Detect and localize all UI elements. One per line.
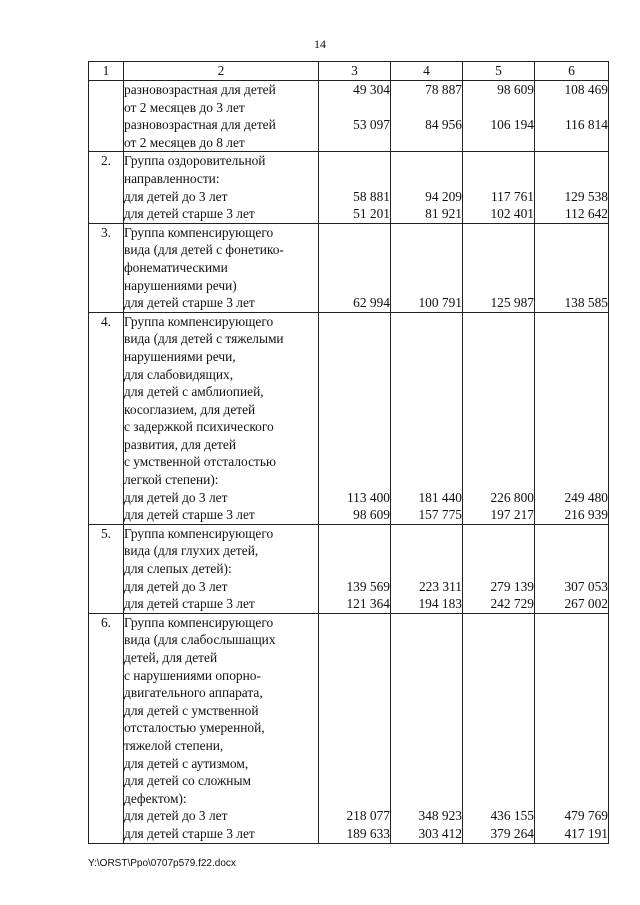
description-line: нарушениями речи, (124, 348, 236, 364)
value (319, 755, 390, 773)
value (463, 277, 534, 295)
value-cell (319, 223, 391, 312)
description-line: разновозрастная для детей (124, 117, 276, 133)
description-line: легкой степени): (124, 472, 219, 488)
value: 436 155 (490, 808, 534, 824)
value (463, 790, 534, 808)
value (391, 737, 462, 755)
value (391, 366, 462, 384)
value (463, 330, 534, 348)
column-header: 3 (319, 62, 391, 81)
value (535, 542, 608, 560)
row-description (124, 81, 319, 152)
value (463, 614, 534, 632)
value (463, 241, 534, 259)
column-header: 5 (463, 62, 535, 81)
value-cell (463, 312, 535, 524)
value (319, 401, 390, 419)
description-line: для слепых детей): (124, 561, 232, 577)
row-number: 6. (89, 613, 124, 843)
value: 51 201 (353, 206, 390, 222)
value (535, 170, 608, 188)
page-number: 14 (314, 37, 326, 51)
row-number: 5. (89, 524, 124, 613)
description-line: вида (для глухих детей, (124, 543, 259, 559)
value (319, 525, 390, 543)
description-line: для детей старше 3 лет (124, 596, 255, 612)
value (391, 667, 462, 685)
value (463, 134, 534, 152)
file-path: Y:\ORST\Ppo\0707p579.f22.docx (88, 858, 236, 869)
value: 197 217 (490, 507, 534, 523)
description-line: для детей до 3 лет (124, 489, 228, 505)
value (463, 737, 534, 755)
value (391, 453, 462, 471)
value (535, 436, 608, 454)
value: 379 264 (490, 825, 534, 841)
value-cell (535, 81, 609, 152)
value (391, 330, 462, 348)
value (535, 277, 608, 295)
value (463, 152, 534, 170)
description-line: для детей с амблиопией, (124, 384, 264, 400)
value: 58 881 (353, 188, 390, 204)
value (463, 542, 534, 560)
description-line: для детей до 3 лет (124, 578, 228, 594)
description-line: Группа компенсирующего (124, 525, 274, 541)
value (535, 134, 608, 152)
value (319, 99, 390, 117)
value (391, 313, 462, 331)
value (319, 383, 390, 401)
value: 194 183 (418, 596, 462, 612)
description-line: вида (для слабослышащих (124, 632, 276, 648)
value (391, 152, 462, 170)
value: 226 800 (490, 489, 534, 505)
value: 267 002 (564, 596, 608, 612)
value: 108 469 (564, 82, 608, 97)
value (535, 684, 608, 702)
row-number: 3. (89, 223, 124, 312)
value-cell (391, 312, 463, 524)
value (463, 772, 534, 790)
description-line: для детей до 3 лет (124, 188, 228, 204)
row-description (124, 613, 319, 843)
value (391, 542, 462, 560)
value-cell (463, 152, 535, 223)
value (391, 348, 462, 366)
value-cell (535, 613, 609, 843)
description-line: Группа компенсирующего (124, 614, 274, 630)
value: 242 729 (490, 596, 534, 612)
description-line: детей, для детей (124, 650, 218, 665)
value (319, 631, 390, 649)
table-row (89, 152, 609, 223)
value (463, 401, 534, 419)
value: 303 412 (418, 825, 462, 841)
table-row (89, 613, 609, 843)
description-line: Группа оздоровительной (124, 153, 266, 169)
value (463, 224, 534, 242)
description-line: для детей с умственной (124, 702, 259, 718)
value: 121 364 (346, 596, 390, 612)
value (463, 560, 534, 578)
value (463, 667, 534, 685)
value-cell (463, 524, 535, 613)
description-line: от 2 месяцев до 8 лет (124, 134, 245, 150)
value (463, 471, 534, 489)
value: 249 480 (564, 489, 608, 505)
row-description (124, 312, 319, 524)
description-line: отсталостью умеренной, (124, 720, 265, 736)
row-number (89, 81, 124, 152)
value (391, 418, 462, 436)
description-line: тяжелой степени, (124, 737, 224, 753)
column-header: 6 (535, 62, 609, 81)
value (463, 755, 534, 773)
value (463, 719, 534, 737)
value (319, 152, 390, 170)
value (535, 348, 608, 366)
description-line: для детей со сложным (124, 773, 251, 789)
value-cell (319, 524, 391, 613)
value-cell (391, 613, 463, 843)
value (535, 99, 608, 117)
description-line: двигательного аппарата, (124, 685, 263, 701)
value (319, 330, 390, 348)
value: 81 921 (425, 206, 462, 222)
description-line: вида (для детей с фонетико- (124, 242, 284, 258)
value-cell (319, 613, 391, 843)
row-description (124, 524, 319, 613)
description-line: Группа компенсирующего (124, 224, 274, 240)
value (319, 418, 390, 436)
value (463, 684, 534, 702)
value (463, 631, 534, 649)
table-row (89, 524, 609, 613)
value (463, 418, 534, 436)
value (463, 383, 534, 401)
value (391, 383, 462, 401)
description-line: развития, для детей (124, 436, 237, 452)
value: 189 633 (346, 825, 390, 841)
value-cell (535, 223, 609, 312)
value (463, 649, 534, 667)
value-cell (391, 81, 463, 152)
description-line: Группа компенсирующего (124, 313, 274, 329)
value (535, 453, 608, 471)
description-line: с задержкой психического (124, 419, 274, 435)
value (463, 525, 534, 543)
value (535, 259, 608, 277)
value (319, 313, 390, 331)
description-line: косоглазием, для детей (124, 401, 256, 417)
tariff-table (88, 61, 609, 844)
value: 138 585 (564, 295, 608, 311)
value (535, 560, 608, 578)
value: 94 209 (425, 188, 462, 204)
value (463, 453, 534, 471)
value-cell (391, 524, 463, 613)
value (391, 560, 462, 578)
value (391, 525, 462, 543)
value (535, 649, 608, 667)
value (391, 719, 462, 737)
value (463, 313, 534, 331)
value (535, 418, 608, 436)
value: 78 887 (425, 82, 462, 97)
value (319, 719, 390, 737)
value (391, 772, 462, 790)
value: 218 077 (346, 808, 390, 824)
value (319, 772, 390, 790)
value (319, 277, 390, 295)
value (463, 348, 534, 366)
value-cell (463, 81, 535, 152)
value: 157 775 (418, 507, 462, 523)
value (535, 313, 608, 331)
value (319, 224, 390, 242)
value (463, 99, 534, 117)
value (319, 366, 390, 384)
value: 102 401 (490, 206, 534, 222)
row-description (124, 152, 319, 223)
description-line: от 2 месяцев до 3 лет (124, 99, 245, 115)
value: 417 191 (564, 825, 608, 841)
value (535, 366, 608, 384)
value (391, 99, 462, 117)
value (391, 790, 462, 808)
description-line: для детей старше 3 лет (124, 507, 255, 523)
description-line: для слабовидящих, (124, 366, 234, 382)
value (391, 436, 462, 454)
table-row (89, 223, 609, 312)
description-line: для детей старше 3 лет (124, 295, 255, 311)
value (319, 259, 390, 277)
value: 53 097 (353, 117, 390, 133)
description-line: для детей старше 3 лет (124, 825, 255, 841)
value (319, 614, 390, 632)
value: 223 311 (418, 578, 462, 594)
value: 307 053 (564, 578, 608, 594)
value (391, 471, 462, 489)
value (319, 241, 390, 259)
description-line: вида (для детей с тяжелыми (124, 331, 284, 347)
value (319, 684, 390, 702)
value (319, 453, 390, 471)
value: 181 440 (418, 489, 462, 505)
value-cell (319, 312, 391, 524)
value (319, 702, 390, 720)
value-cell (463, 613, 535, 843)
value: 216 939 (564, 507, 608, 523)
value (391, 684, 462, 702)
value (319, 542, 390, 560)
value: 129 538 (564, 188, 608, 204)
table-header-row (89, 62, 609, 81)
value (535, 330, 608, 348)
value-cell (391, 223, 463, 312)
value (463, 436, 534, 454)
value (535, 224, 608, 242)
value (319, 790, 390, 808)
value (319, 649, 390, 667)
value-cell (463, 223, 535, 312)
value (463, 366, 534, 384)
value: 117 761 (490, 188, 534, 204)
value: 113 400 (346, 489, 390, 505)
value-cell (535, 524, 609, 613)
description-line: фонематическими (124, 259, 228, 275)
value-cell (535, 152, 609, 223)
value (391, 614, 462, 632)
value (535, 702, 608, 720)
value: 49 304 (353, 82, 390, 97)
value (463, 259, 534, 277)
row-number: 4. (89, 312, 124, 524)
value (535, 401, 608, 419)
value (319, 471, 390, 489)
description-line: с нарушениями опорно- (124, 667, 261, 683)
value: 106 194 (490, 117, 534, 133)
value (463, 702, 534, 720)
value-cell (319, 81, 391, 152)
value (463, 170, 534, 188)
value (391, 649, 462, 667)
value (319, 170, 390, 188)
value: 100 791 (418, 295, 462, 311)
value: 98 609 (497, 82, 534, 97)
value (535, 772, 608, 790)
value: 279 139 (490, 578, 534, 594)
description-line: для детей с аутизмом, (124, 755, 249, 771)
column-header: 4 (391, 62, 463, 81)
value: 84 956 (425, 117, 462, 133)
value (391, 134, 462, 152)
value (535, 790, 608, 808)
value (391, 755, 462, 773)
value: 139 569 (346, 578, 390, 594)
value (319, 560, 390, 578)
row-description (124, 223, 319, 312)
description-line: нарушениями речи) (124, 277, 237, 293)
value: 116 814 (564, 117, 608, 133)
column-header: 1 (89, 62, 124, 81)
column-header: 2 (124, 62, 319, 81)
value (319, 348, 390, 366)
value (391, 241, 462, 259)
value: 125 987 (490, 295, 534, 311)
value-cell (391, 152, 463, 223)
value (535, 525, 608, 543)
value (535, 614, 608, 632)
table-body (89, 81, 609, 844)
value (535, 241, 608, 259)
value (391, 401, 462, 419)
value (535, 667, 608, 685)
value (535, 471, 608, 489)
value (391, 224, 462, 242)
value: 112 642 (564, 206, 608, 222)
value (391, 277, 462, 295)
value (319, 436, 390, 454)
value (391, 170, 462, 188)
description-line: для детей до 3 лет (124, 808, 228, 824)
description-line: для детей старше 3 лет (124, 206, 255, 222)
table-row (89, 81, 609, 152)
value: 479 769 (564, 808, 608, 824)
value (391, 702, 462, 720)
row-number: 2. (89, 152, 124, 223)
value (535, 383, 608, 401)
value (535, 737, 608, 755)
value-cell (535, 312, 609, 524)
value: 98 609 (353, 507, 390, 523)
description-line: с умственной отсталостью (124, 454, 276, 470)
value (391, 259, 462, 277)
value (535, 719, 608, 737)
value (319, 667, 390, 685)
value-cell (319, 152, 391, 223)
value (535, 631, 608, 649)
description-line: разновозрастная для детей (124, 82, 276, 97)
table-row (89, 312, 609, 524)
value (319, 737, 390, 755)
value (319, 134, 390, 152)
value (535, 152, 608, 170)
value: 62 994 (353, 295, 390, 311)
value (535, 755, 608, 773)
description-line: дефектом): (124, 790, 187, 806)
description-line: направленности: (124, 170, 220, 186)
value: 348 923 (418, 808, 462, 824)
value (391, 631, 462, 649)
